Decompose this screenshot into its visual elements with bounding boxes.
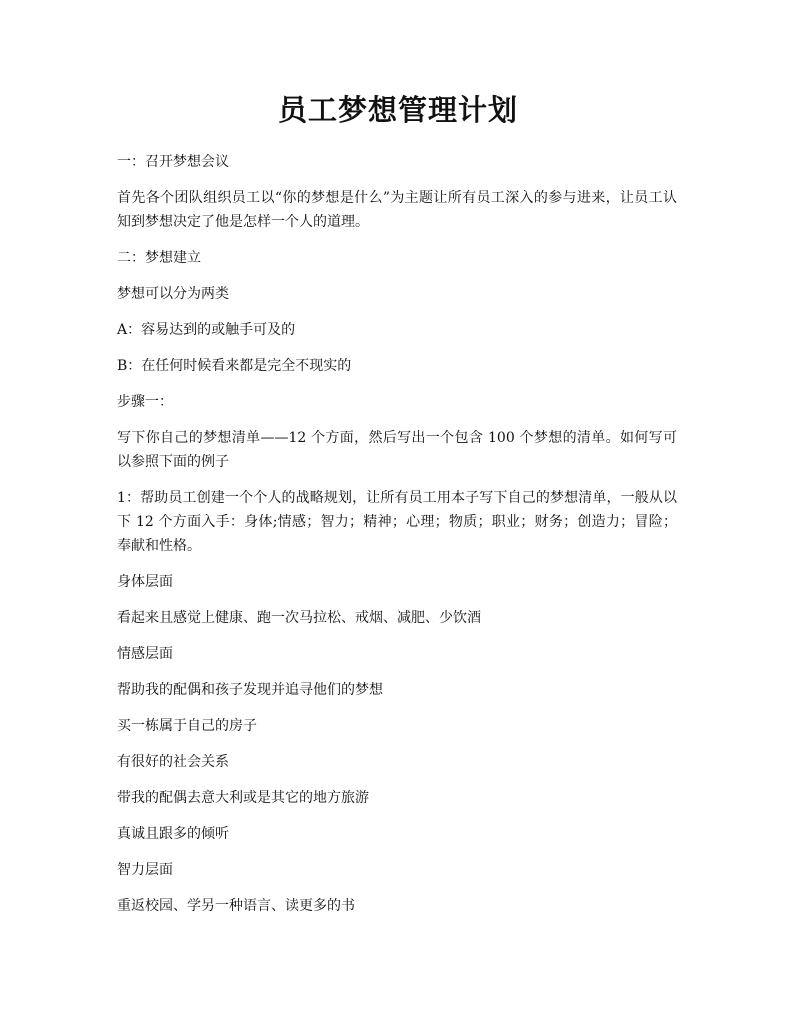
subheading-physical: 身体层面 (117, 574, 173, 590)
document-body (117, 150, 677, 930)
list-item: B：在任何时候看来都是完全不现实的 (117, 358, 352, 374)
step-heading: 步骤一： (117, 394, 173, 410)
document-title: 员工梦想管理计划 (277, 93, 518, 127)
list-item: 帮助我的配偶和孩子发现并追寻他们的梦想 (117, 682, 383, 698)
paragraph: 写下你自己的梦想清单——12 个方面，然后写出一个包含 100 个梦想的清单。如何写可以参照下面的例子 (117, 430, 677, 470)
list-item: A：容易达到的或触手可及的 (117, 322, 296, 338)
section-heading-2: 二：梦想建立 (117, 250, 201, 266)
list-item: 带我的配偶去意大利或是其它的地方旅游 (117, 790, 369, 806)
list-item: 真诚且跟多的倾听 (117, 826, 229, 842)
section-heading-1: 一：召开梦想会议 (117, 154, 229, 170)
paragraph: 梦想可以分为两类 (117, 286, 229, 302)
list-item: 买一栋属于自己的房子 (117, 718, 257, 734)
list-item: 重返校园、学另一种语言、读更多的书 (117, 898, 355, 914)
paragraph: 1：帮助员工创建一个个人的战略规划，让所有员工用本子写下自己的梦想清单，一般从以下 12 个方面入手：身体;情感；智力；精神；心理；物质；职业；财务；创造力；冒险；奉献和性格。 (117, 490, 677, 554)
subheading-emotional: 情感层面 (117, 646, 173, 662)
paragraph: 首先各个团队组织员工以“你的梦想是什么”为主题让所有员工深入的参与进来，让员工认知到梦想决定了他是怎样一个人的道理。 (117, 190, 677, 230)
subheading-intellectual: 智力层面 (117, 862, 173, 878)
list-item: 看起来且感觉上健康、跑一次马拉松、戒烟、减肥、少饮酒 (117, 610, 481, 626)
list-item: 有很好的社会关系 (117, 754, 229, 770)
